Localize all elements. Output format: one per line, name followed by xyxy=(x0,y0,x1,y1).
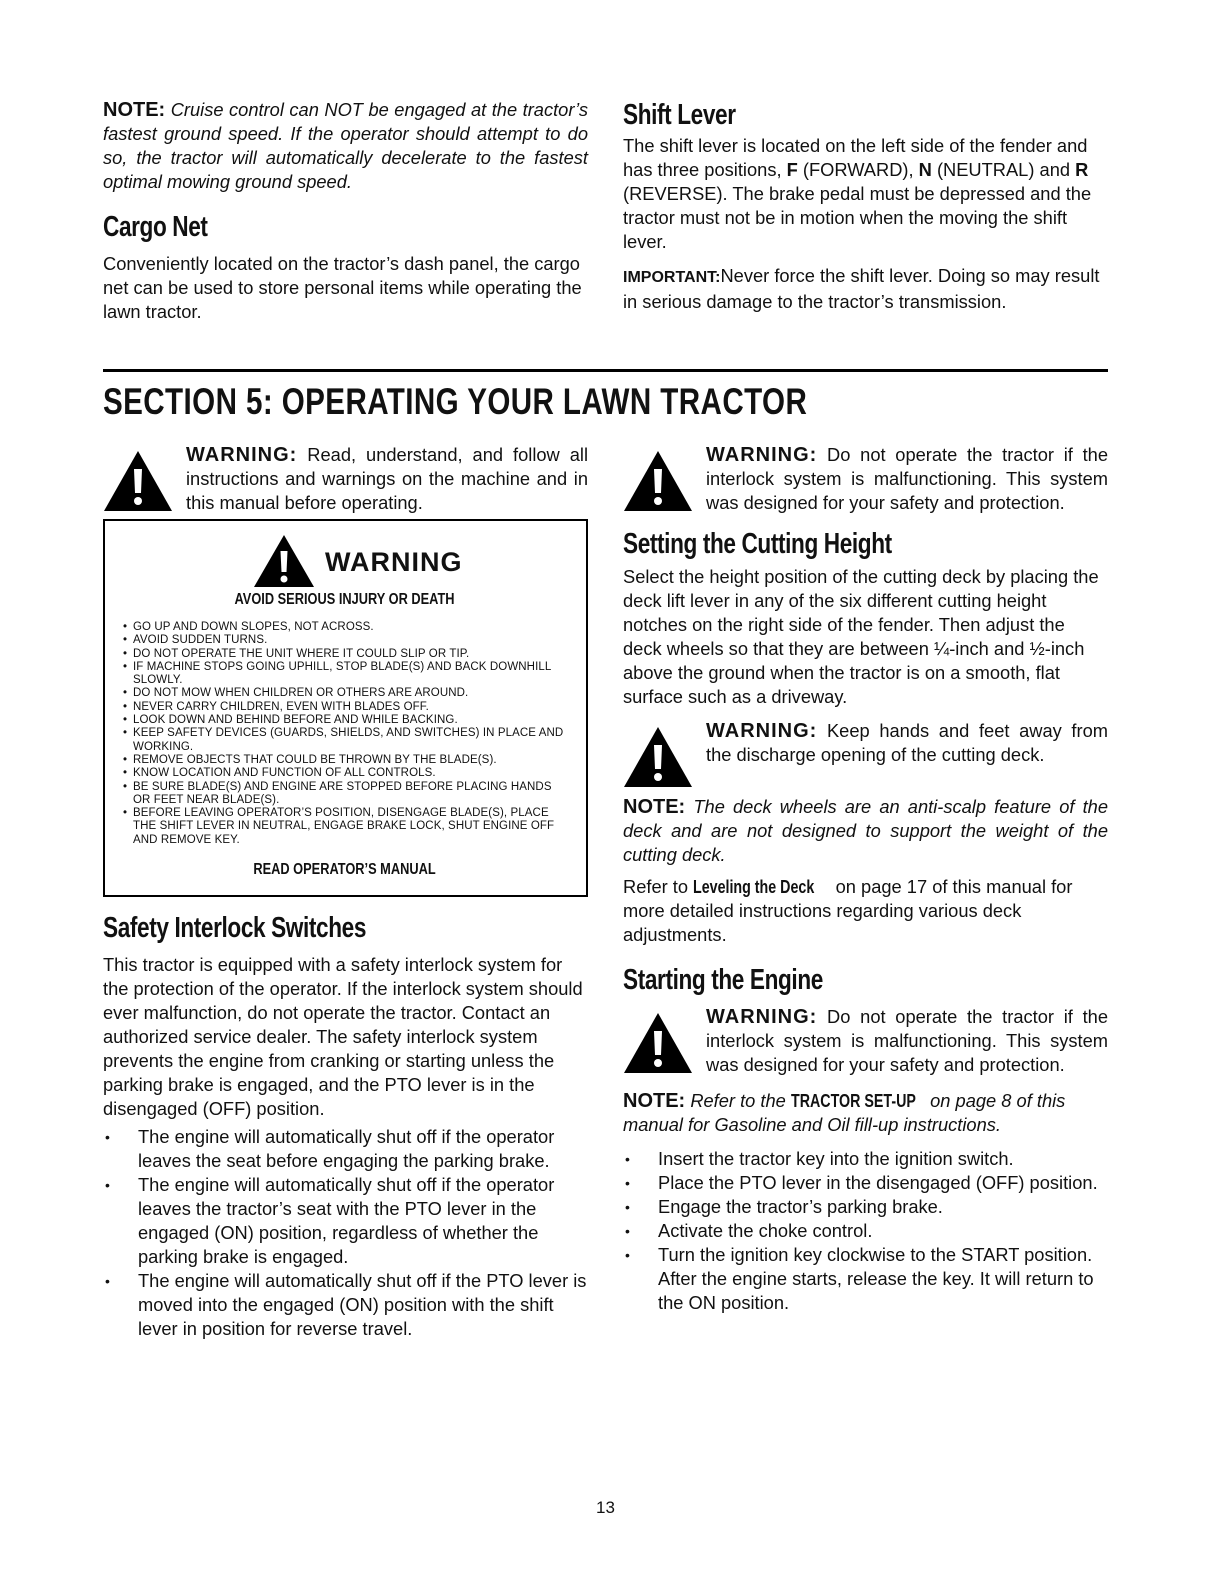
warning-label: WARNING: xyxy=(706,1006,818,1028)
note-text: on page 8 of this manual for Gasoline and Oil fill-up instructions. xyxy=(623,1090,1066,1135)
shift-lever-heading: Shift Lever xyxy=(623,99,736,131)
warning-triangle-icon xyxy=(253,533,315,589)
interlock-heading: Safety Interlock Switches xyxy=(103,912,367,945)
shift-lever-text xyxy=(623,134,1108,254)
box-title: WARNING xyxy=(325,547,463,577)
list-item: • KEEP SAFETY DEVICES (GUARDS, SHIELDS, AND SWITCHES) IN PLACE AND WORKING. xyxy=(121,727,568,754)
list-item: • Insert the tractor key into the ignition switch. xyxy=(623,1147,1108,1171)
list-item: • NEVER CARRY CHILDREN, EVEN WITH BLADES OFF. xyxy=(121,701,568,714)
warning-body: Read, understand, and follow all instructions and warnings on the machine and in this manual before operating. xyxy=(186,444,588,513)
note-label: NOTE: xyxy=(623,796,686,818)
warning-read-manual xyxy=(103,443,588,515)
warning-label: WARNING: xyxy=(706,444,818,466)
safety-warning-box xyxy=(103,519,588,897)
cutting-height-text: Select the height position of the cutting deck by placing the deck lift lever in any of the six different cutting height notches on the right side of the fender. Then adjust the deck wheels so that they are between ¼-inch and ½-inch above the ground when the tractor is on a smooth, flat surface such as a driveway. xyxy=(623,566,1099,707)
list-item: • The engine will automatically shut off if the operator leaves the tractor’s seat with the PTO lever in the engaged (ON) position, regardless of whether the parking brake is engaged. xyxy=(103,1173,588,1269)
note-label: NOTE: xyxy=(103,99,166,121)
warning-triangle-icon xyxy=(103,449,173,513)
warning-discharge xyxy=(623,719,1108,791)
right-bottom-column xyxy=(623,443,1108,1315)
warning-body: Do not operate the tractor if the interlock system is malfunctioning. This system was designed for your safety and protection. xyxy=(706,1006,1108,1075)
left-top-column xyxy=(103,98,588,324)
warning-start-text xyxy=(706,1005,1108,1077)
list-item: • BEFORE LEAVING OPERATOR’S POSITION, DISENGAGE BLADE(S), PLACE THE SHIFT LEVER IN NEUTRAL, ENGAGE BRAKE LOCK, SHUT ENGINE OFF AND REMOVE KEY. xyxy=(121,807,568,847)
tractor-setup-link: TRACTOR SET-UP xyxy=(790,1090,916,1111)
warning-label: WARNING: xyxy=(706,720,818,742)
list-item: • The engine will automatically shut off if the operator leaves the seat before engaging the parking brake. xyxy=(103,1125,588,1173)
list-item: • REMOVE OBJECTS THAT COULD BE THROWN BY THE BLADE(S). xyxy=(121,754,568,767)
list-item: • The engine will automatically shut off if the PTO lever is moved into the engaged (ON) position with the shift lever in position for reverse travel. xyxy=(103,1269,588,1341)
warning-interlock-start xyxy=(623,1005,1108,1077)
list-item: • Place the PTO lever in the disengaged (OFF) position. xyxy=(623,1171,1108,1195)
cutting-height-heading: Setting the Cutting Height xyxy=(623,528,892,560)
leveling-deck-link: Leveling the Deck xyxy=(693,876,815,897)
important-note xyxy=(623,264,1108,314)
warning-triangle-icon xyxy=(623,449,693,513)
box-footer: READ OPERATOR’S MANUAL xyxy=(253,861,436,879)
list-item: • DO NOT MOW WHEN CHILDREN OR OTHERS ARE AROUND. xyxy=(121,687,568,700)
starting-engine-heading: Starting the Engine xyxy=(623,964,823,996)
warning-interlock-text xyxy=(706,443,1108,515)
cargo-net-text: Conveniently located on the tractor’s dash panel, the cargo net can be used to store personal items while operating the lawn tractor. xyxy=(103,253,582,322)
warning-triangle-icon xyxy=(623,1011,693,1075)
deck-wheels-note xyxy=(623,795,1108,867)
interlock-bullets xyxy=(103,1125,588,1341)
list-item: • GO UP AND DOWN SLOPES, NOT ACROSS. xyxy=(121,621,568,634)
shift-f: F xyxy=(786,159,798,180)
warning-triangle-icon xyxy=(623,725,693,789)
warning-body: Do not operate the tractor if the interlock system is malfunctioning. This system was designed for your safety and protection. xyxy=(706,444,1108,513)
start-steps xyxy=(623,1147,1108,1315)
warning-interlock xyxy=(623,443,1108,515)
box-safety-list xyxy=(121,621,568,847)
page-number: 13 xyxy=(596,1498,615,1517)
shift-text-part: (REVERSE). The brake pedal must be depressed and the tractor must not be in motion when the moving the shift lever. xyxy=(623,183,1092,252)
warning-discharge-text xyxy=(706,719,1108,767)
warning-body: Keep hands and feet away from the discharge opening of the cutting deck. xyxy=(706,720,1108,765)
cruise-note xyxy=(103,98,588,194)
refer-part: on page 17 of this manual for more detailed instructions regarding various deck adjustments. xyxy=(623,876,1073,945)
section-divider xyxy=(103,369,1108,372)
warning-label: WARNING: xyxy=(186,444,298,466)
cargo-net-heading: Cargo Net xyxy=(103,211,208,243)
setup-note xyxy=(623,1089,1108,1137)
box-subtitle: AVOID SERIOUS INJURY OR DEATH xyxy=(234,591,455,608)
box-header xyxy=(121,533,568,587)
important-text: Never force the shift lever. Doing so may result in serious damage to the tractor’s transmission. xyxy=(623,265,1100,312)
shift-text-part: (NEUTRAL) and xyxy=(931,159,1076,180)
shift-text-part: The shift lever is located on the left side of the fender and has three positions, xyxy=(623,135,1088,180)
shift-n: N xyxy=(918,159,932,180)
list-item: • KNOW LOCATION AND FUNCTION OF ALL CONTROLS. xyxy=(121,767,568,780)
list-item: • DO NOT OPERATE THE UNIT WHERE IT COULD SLIP OR TIP. xyxy=(121,648,568,661)
note-text: Refer to the xyxy=(690,1090,791,1111)
warning-read-text xyxy=(186,443,588,515)
shift-text-part: (FORWARD), xyxy=(797,159,919,180)
shift-r: R xyxy=(1075,159,1089,180)
note-label: NOTE: xyxy=(623,1090,686,1112)
section-title: SECTION 5: OPERATING YOUR LAWN TRACTOR xyxy=(103,381,808,422)
list-item: • Activate the choke control. xyxy=(623,1219,1108,1243)
list-item: • Engage the tractor’s parking brake. xyxy=(623,1195,1108,1219)
list-item: • IF MACHINE STOPS GOING UPHILL, STOP BLADE(S) AND BACK DOWNHILL SLOWLY. xyxy=(121,661,568,688)
interlock-text: This tractor is equipped with a safety interlock system for the protection of the operator. If the interlock system should ever malfunction, do not operate the tractor. Contact an authorized service dealer. The safety interlock system prevents the engine from cranking or starting unless the parking brake is engaged, and the PTO lever is in the disengaged (OFF) position. xyxy=(103,954,583,1120)
refer-part: Refer to xyxy=(623,876,694,897)
important-label: IMPORTANT: xyxy=(623,269,721,286)
list-item: • AVOID SUDDEN TURNS. xyxy=(121,634,568,647)
left-bottom-column xyxy=(103,443,588,1341)
right-top-column xyxy=(623,98,1108,314)
list-item: • LOOK DOWN AND BEHIND BEFORE AND WHILE BACKING. xyxy=(121,714,568,727)
note-text: Cruise control can NOT be engaged at the tractor’s fastest ground speed. If the operator should attempt to do so, the tractor will automatically decelerate to the fastest optimal mowing ground speed. xyxy=(103,99,588,192)
note-text: The deck wheels are an anti-scalp feature of the deck and are not designed to support the weight of the cutting deck. xyxy=(623,796,1108,865)
list-item: • BE SURE BLADE(S) AND ENGINE ARE STOPPED BEFORE PLACING HANDS OR FEET NEAR BLADE(S). xyxy=(121,781,568,808)
list-item: • Turn the ignition key clockwise to the START position. After the engine starts, release the key. It will return to the ON position. xyxy=(623,1243,1108,1315)
refer-leveling-text xyxy=(623,875,1108,947)
